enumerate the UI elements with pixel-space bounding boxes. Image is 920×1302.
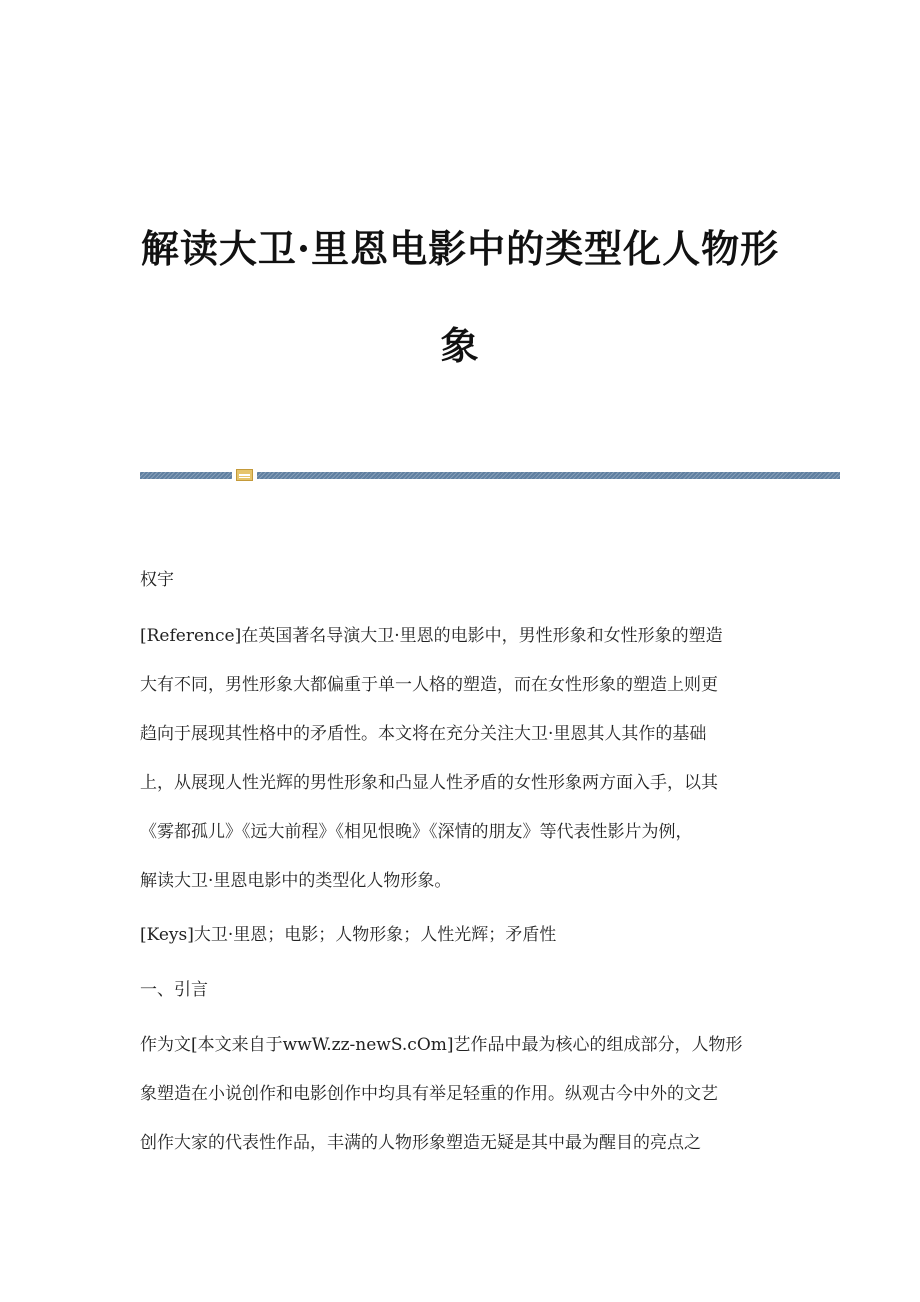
title-divider bbox=[140, 469, 840, 481]
keywords: [Keys]大卫·里恩；电影；人物形象；人性光辉；矛盾性 bbox=[140, 925, 557, 945]
envelope-ornament-icon bbox=[236, 469, 253, 481]
abstract-line: [Reference]在英国著名导演大卫·里恩的电影中，男性形象和女性形象的塑造 bbox=[140, 626, 723, 646]
author-name: 权宇 bbox=[140, 570, 174, 590]
body-line: 作为文[本文来自于wwW.zz-newS.cOm]艺作品中最为核心的组成部分，人物形 bbox=[140, 1035, 743, 1055]
abstract-line: 大有不同，男性形象大都偏重于单一人格的塑造，而在女性形象的塑造上则更 bbox=[140, 675, 718, 695]
document-title-line-1: 解读大卫·里恩电影中的类型化人物形 bbox=[140, 226, 780, 271]
body-line: 创作大家的代表性作品，丰满的人物形象塑造无疑是其中最为醒目的亮点之 bbox=[140, 1133, 701, 1153]
body-line: 象塑造在小说创作和电影创作中均具有举足轻重的作用。纵观古今中外的文艺 bbox=[140, 1084, 718, 1104]
divider-bar-left bbox=[140, 472, 232, 479]
abstract-line: 趋向于展现其性格中的矛盾性。本文将在充分关注大卫·里恩其人其作的基础 bbox=[140, 724, 707, 744]
abstract-line: 解读大卫·里恩电影中的类型化人物形象。 bbox=[140, 871, 452, 891]
divider-bar-right bbox=[257, 472, 840, 479]
abstract-line: 上，从展现人性光辉的男性形象和凸显人性矛盾的女性形象两方面入手，以其 bbox=[140, 773, 718, 793]
abstract-line: 《雾都孤儿》《远大前程》《相见恨晚》《深情的朋友》等代表性影片为例， bbox=[140, 822, 693, 842]
document-title-line-2: 象 bbox=[440, 323, 480, 368]
section-heading: 一、引言 bbox=[140, 980, 208, 1000]
